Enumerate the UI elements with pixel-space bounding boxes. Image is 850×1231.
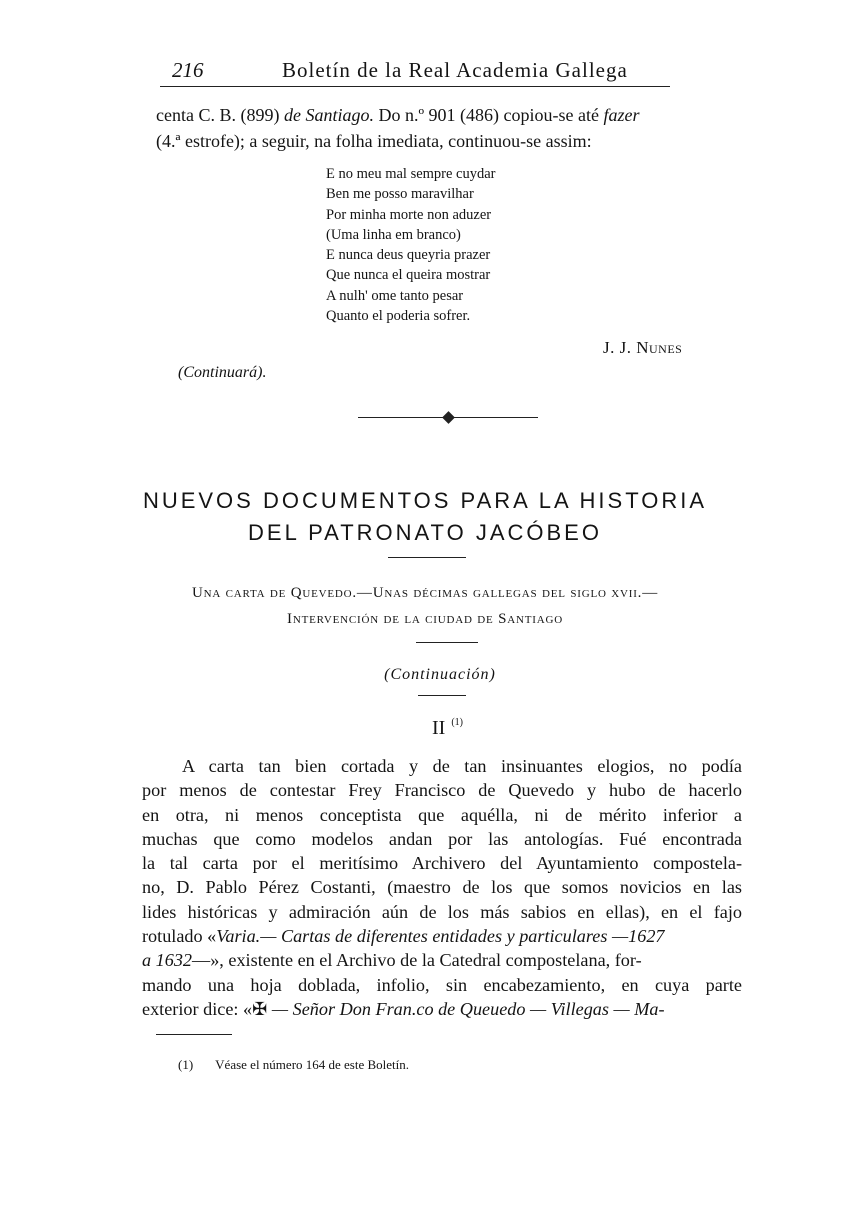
- continuara-note: (Continuará).: [178, 364, 267, 381]
- footnote-rule: [156, 1034, 232, 1035]
- continuacion-rule: [418, 695, 466, 696]
- article-subtitle-line-1: Una carta de Quevedo.—Unas décimas gallegas del siglo xvii.—: [191, 585, 659, 601]
- section-heading: II $^{(1)}$: [432, 717, 463, 739]
- running-title: Boletín de la Real Academia Gallega: [282, 58, 628, 82]
- footnote-text: Véase el número 164 de este Boletín.: [215, 1057, 410, 1072]
- author-signature: J. J. Nunes: [603, 338, 683, 357]
- footnote-reference: (1): [451, 717, 463, 728]
- article-title-line-2: DEL PATRONATO JACÓBEO: [248, 520, 602, 545]
- body-line: a 1632—», existente en el Archivo de la Catedral compostelana, for-: [142, 950, 642, 971]
- poem-line: A nulh' ome tanto pesar: [326, 287, 464, 304]
- article-title-line-1: NUEVOS DOCUMENTOS PARA LA HISTORIA: [142, 488, 708, 513]
- page-number: 216: [172, 58, 204, 82]
- diamond-icon: [442, 411, 455, 424]
- running-header: [160, 54, 670, 87]
- continuacion-note: (Continuación): [384, 666, 496, 683]
- poem-line: Ben me posso maravilhar: [326, 186, 474, 203]
- title-rule: [388, 557, 466, 558]
- body-line: A carta tan bien cortada y de tan insinuantes elogios, no podía: [182, 756, 742, 776]
- body-line: por menos de contestar Frey Francisco de Quevedo y hubo de hacerlo: [142, 780, 742, 801]
- poem-line: E nunca deus queyria prazer: [326, 247, 491, 264]
- subtitle-rule: [416, 642, 478, 643]
- article-body: [142, 754, 742, 1021]
- poem: [326, 164, 496, 326]
- poem-line: Por minha morte non aduzer: [326, 206, 492, 223]
- poem-line: E no meu mal sempre cuydar: [326, 166, 496, 182]
- footnote-mark: (1): [178, 1057, 194, 1072]
- body-line: exterior dice: «✠ — Señor Don Fran.co de Queuedo — Villegas — Ma-: [142, 998, 665, 1019]
- body-line: rotulado «Varia.— Cartas de diferentes entidades y particulares —1627: [142, 926, 665, 947]
- footnote: [178, 1057, 409, 1073]
- section-ornament: [358, 415, 538, 421]
- body-line: en otra, ni menos conceptista que aquélla, ni de mérito inferior a: [142, 804, 742, 825]
- poem-line: Que nunca el queira mostrar: [326, 267, 491, 284]
- poem-line: Quanto el poderia sofrer.: [326, 308, 471, 325]
- body-line: mando una hoja doblada, infolio, sin encabezamiento, en cuya parte: [142, 974, 742, 995]
- intro-line-2: (4.ª estrofe); a seguir, na folha imediata, continuou-se assim:: [156, 131, 592, 151]
- cross-icon: ✠: [252, 998, 268, 1019]
- poem-line: (Uma linha em branco): [326, 226, 461, 243]
- body-line: lides históricas y admiración aún de los más sabios en ellas), en el fajo: [142, 901, 742, 922]
- intro-line-1: centa C. B. (899) de Santiago. Do n.º 901 (486) copiou-se até fazer: [156, 105, 640, 125]
- body-line: no, D. Pablo Pérez Costanti, (maestro de los que somos novicios en las: [142, 877, 742, 898]
- body-line: muchas que como modelos andan por las antologías. Fué encontrada: [142, 828, 742, 849]
- article-subtitle-line-2: Intervención de la ciudad de Santiago: [287, 611, 563, 627]
- body-line: la tal carta por el meritísimo Archivero del Ayuntamiento compostela-: [142, 853, 742, 874]
